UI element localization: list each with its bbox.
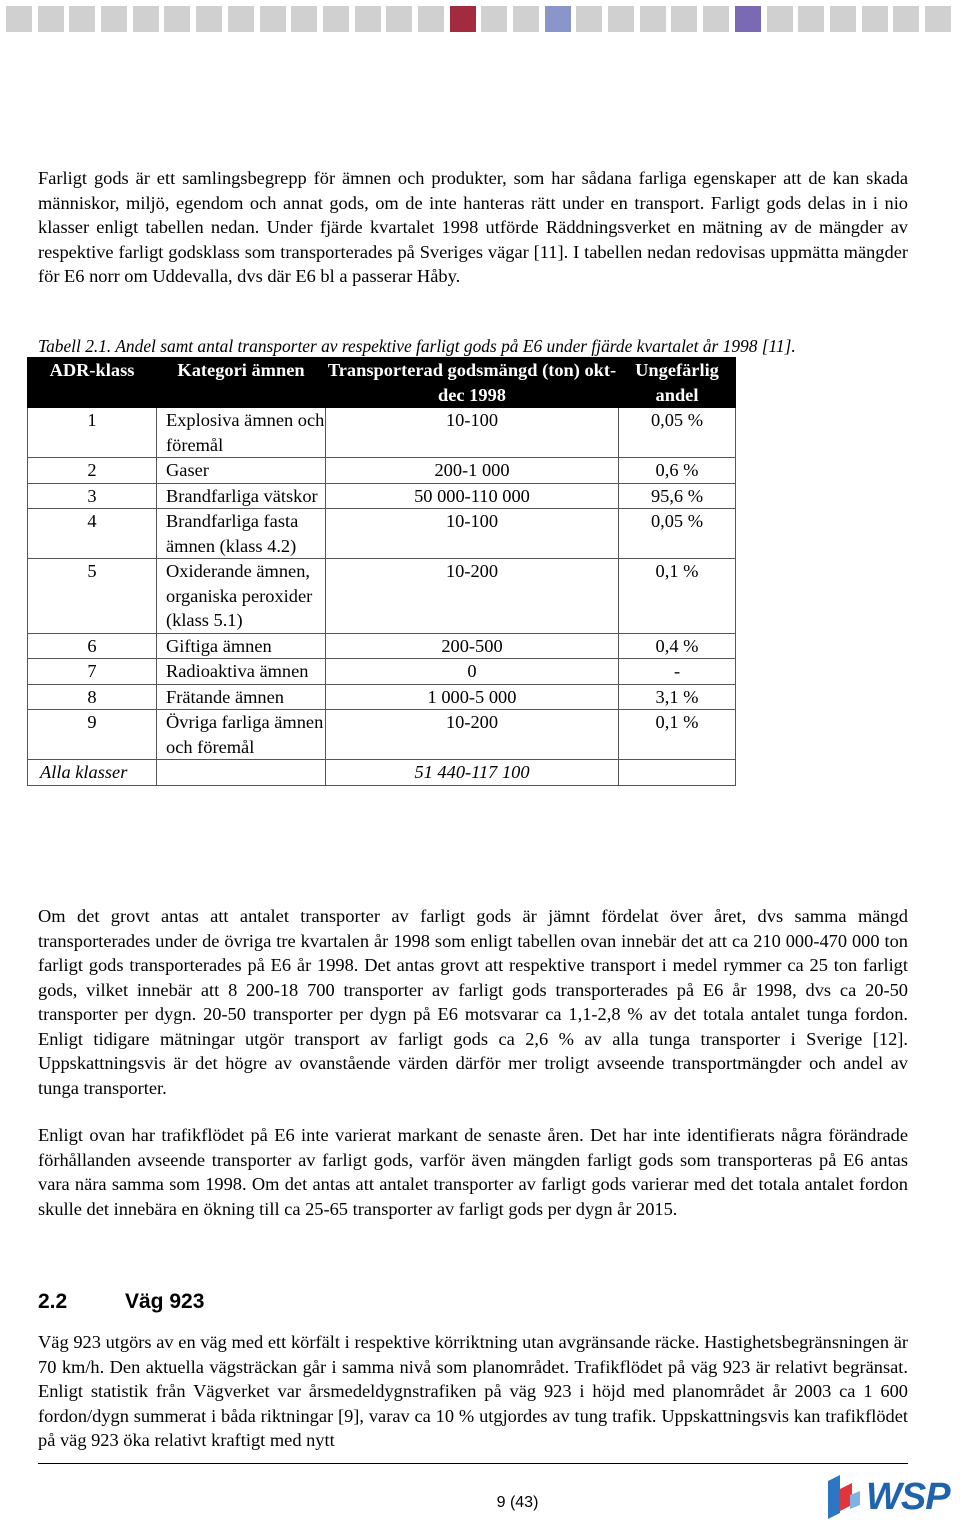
- table-row: [28, 458, 736, 484]
- section-number: 2.2: [38, 1290, 68, 1313]
- header-square: [893, 6, 919, 32]
- cell-category: Brandfarliga vätskor: [157, 483, 326, 509]
- cell-class: 1: [28, 408, 157, 458]
- section-heading: [38, 1290, 204, 1314]
- table-row: [28, 710, 736, 760]
- header-square: [291, 6, 317, 32]
- header-square: [228, 6, 254, 32]
- cell-amount: 50 000-110 000: [326, 483, 619, 509]
- intro-paragraph: Farligt gods är ett samlingsbegrepp för ämnen och produkter, som har sådana farliga egenskaper att de kan skada människor, miljö, egendom och annat gods, om de inte hanteras rätt under en transport. Farligt gods delas in i nio klasser enligt tabellen nedan. Under fjärde kvartalet 1998 utförde Räddningsverket en mätning av de mängder av respektive farligt godsklass som transporterades på Sveriges vägar [11]. I tabellen nedan redovisas uppmätta mängder för E6 norr om Uddevalla, dvs där E6 bl a passerar Håby.: [38, 168, 908, 286]
- header-square: [513, 6, 539, 32]
- cell-share: 0,1 %: [619, 710, 736, 760]
- header-square: [38, 6, 64, 32]
- cell-share: 0,4 %: [619, 633, 736, 659]
- cell-amount: 10-200: [326, 710, 619, 760]
- cell-share: 0,05 %: [619, 509, 736, 559]
- header-square: [133, 6, 159, 32]
- trend-paragraph: Enligt ovan har trafikflödet på E6 inte varierat markant de senaste åren. Det har inte identifierats några förändrade förhållanden avseende transporter av farligt gods, varför även mängden farligt gods som transporteras på E6 antas vara nära samma som 1998. Om det antas att antalet transporter av farligt gods varierar med det totala antalet fordon skulle det innebära en ökning till ca 25-65 transporter av farligt gods per dygn år 2015.: [38, 1125, 908, 1219]
- header-square: [101, 6, 127, 32]
- header-color-bar: [6, 6, 956, 32]
- header-square: [481, 6, 507, 32]
- header-square: [640, 6, 666, 32]
- table-row: [28, 559, 736, 634]
- header-square: [608, 6, 634, 32]
- total-empty-cell: [157, 760, 326, 786]
- table-row: [28, 483, 736, 509]
- analysis-paragraph: Om det grovt antas att antalet transporter av farligt gods är jämnt fördelat över året, dvs samma mängd transporterades under de övriga tre kvartalen år 1998 som enligt tabellen ovan innebär det att ca 210 000-470 000 ton farligt gods transporterades på E6 år 1998. Det antas grovt att respektive transport i medel rymmer ca 25 ton farligt gods, vilket innebär att 8 200-18 700 transporter av farligt gods transporterades på E6 år 1998, dvs ca 20-50 transporter per dygn. 20-50 transporter per dygn på E6 motsvarar ca 1,1-2,8 % av det totala antalet tunga fordon. Enligt tidigare mätningar utgör transport av farligt gods ca 2,6 % av alla tunga transporter i Sverige [12]. Uppskattningsvis är det högre av ovanstående värden därför mer troligt avseende transportmängder och andel av tunga transporter.: [38, 906, 908, 1098]
- header-square: [196, 6, 222, 32]
- cell-share: 0,05 %: [619, 408, 736, 458]
- cell-amount: 10-100: [326, 408, 619, 458]
- table-caption: Tabell 2.1. Andel samt antal transporter av respektive farligt gods på E6 under fjärde kvartalet år 1998 [11].: [38, 336, 796, 356]
- total-value: 51 440-117 100: [326, 760, 619, 786]
- table-header-row: [28, 358, 736, 408]
- header-square: [671, 6, 697, 32]
- header-square: [260, 6, 286, 32]
- table-row: [28, 509, 736, 559]
- cell-class: 3: [28, 483, 157, 509]
- total-share-empty-cell: [619, 760, 736, 786]
- cell-amount: 0: [326, 659, 619, 685]
- cell-class: 7: [28, 659, 157, 685]
- header-square: [6, 6, 32, 32]
- cell-category: Gaser: [157, 458, 326, 484]
- header-square: [862, 6, 888, 32]
- table-row: [28, 684, 736, 710]
- cell-amount: 200-500: [326, 633, 619, 659]
- table-row: [28, 659, 736, 685]
- cell-category: Övriga farliga ämnen och föremål: [157, 710, 326, 760]
- header-square: [323, 6, 349, 32]
- header-adr-klass: ADR-klass: [28, 358, 157, 408]
- cell-class: 8: [28, 684, 157, 710]
- cell-class: 9: [28, 710, 157, 760]
- header-square: [735, 6, 761, 32]
- cell-share: 95,6 %: [619, 483, 736, 509]
- cell-share: -: [619, 659, 736, 685]
- section-title: Väg 923: [125, 1290, 205, 1313]
- header-square: [798, 6, 824, 32]
- table-total-row: [28, 760, 736, 786]
- wsp-logo: [826, 1473, 956, 1521]
- cell-amount: 200-1 000: [326, 458, 619, 484]
- header-square: [830, 6, 856, 32]
- cell-class: 4: [28, 509, 157, 559]
- header-square: [418, 6, 444, 32]
- cell-class: 5: [28, 559, 157, 634]
- cell-category: Giftiga ämnen: [157, 633, 326, 659]
- cell-amount: 10-200: [326, 559, 619, 634]
- cell-category: Radioaktiva ämnen: [157, 659, 326, 685]
- footer-divider: [38, 1463, 908, 1464]
- adr-table: [27, 357, 736, 786]
- table-row: [28, 408, 736, 458]
- header-square: [767, 6, 793, 32]
- cell-class: 6: [28, 633, 157, 659]
- header-kategori: Kategori ämnen: [157, 358, 326, 408]
- cell-share: 0,1 %: [619, 559, 736, 634]
- header-square: [576, 6, 602, 32]
- road-paragraph: Väg 923 utgörs av en väg med ett körfält i respektive körriktning utan avgränsande räcke. Hastighetsbegränsningen är 70 km/h. Den aktuella vägsträckan går i samma nivå som planområdet. Trafikflödet på väg 923 är relativt begränsat. Enligt statistik från Vägverket var årsmedeldygnstrafiken på väg 923 i höjd med planområdet år 2003 ca 1 600 fordon/dygn summerat i båda riktningar [9], varav ca 10 % utgjordes av tung trafik. Uppskattningsvis kan trafikflödet på väg 923 öka relativt kraftigt med nytt: [38, 1332, 908, 1450]
- total-label: Alla klasser: [28, 760, 157, 786]
- cell-category: Frätande ämnen: [157, 684, 326, 710]
- header-square: [386, 6, 412, 32]
- cell-share: 0,6 %: [619, 458, 736, 484]
- header-square: [69, 6, 95, 32]
- table-row: [28, 633, 736, 659]
- cell-category: Explosiva ämnen och föremål: [157, 408, 326, 458]
- header-square: [164, 6, 190, 32]
- header-godsmangd: Transporterad godsmängd (ton) okt-dec 1998: [326, 358, 619, 408]
- wsp-logo-mark-icon: [826, 1475, 862, 1519]
- cell-share: 3,1 %: [619, 684, 736, 710]
- header-square: [545, 6, 571, 32]
- header-square: [450, 6, 476, 32]
- header-square: [355, 6, 381, 32]
- cell-amount: 1 000-5 000: [326, 684, 619, 710]
- cell-amount: 10-100: [326, 509, 619, 559]
- wsp-logo-text: WSP: [866, 1476, 950, 1518]
- header-square: [925, 6, 951, 32]
- page-number: 9 (43): [496, 1494, 539, 1511]
- cell-class: 2: [28, 458, 157, 484]
- cell-category: Brandfarliga fasta ämnen (klass 4.2): [157, 509, 326, 559]
- header-square: [703, 6, 729, 32]
- cell-category: Oxiderande ämnen, organiska peroxider (klass 5.1): [157, 559, 326, 634]
- header-andel: Ungefärlig andel: [619, 358, 736, 408]
